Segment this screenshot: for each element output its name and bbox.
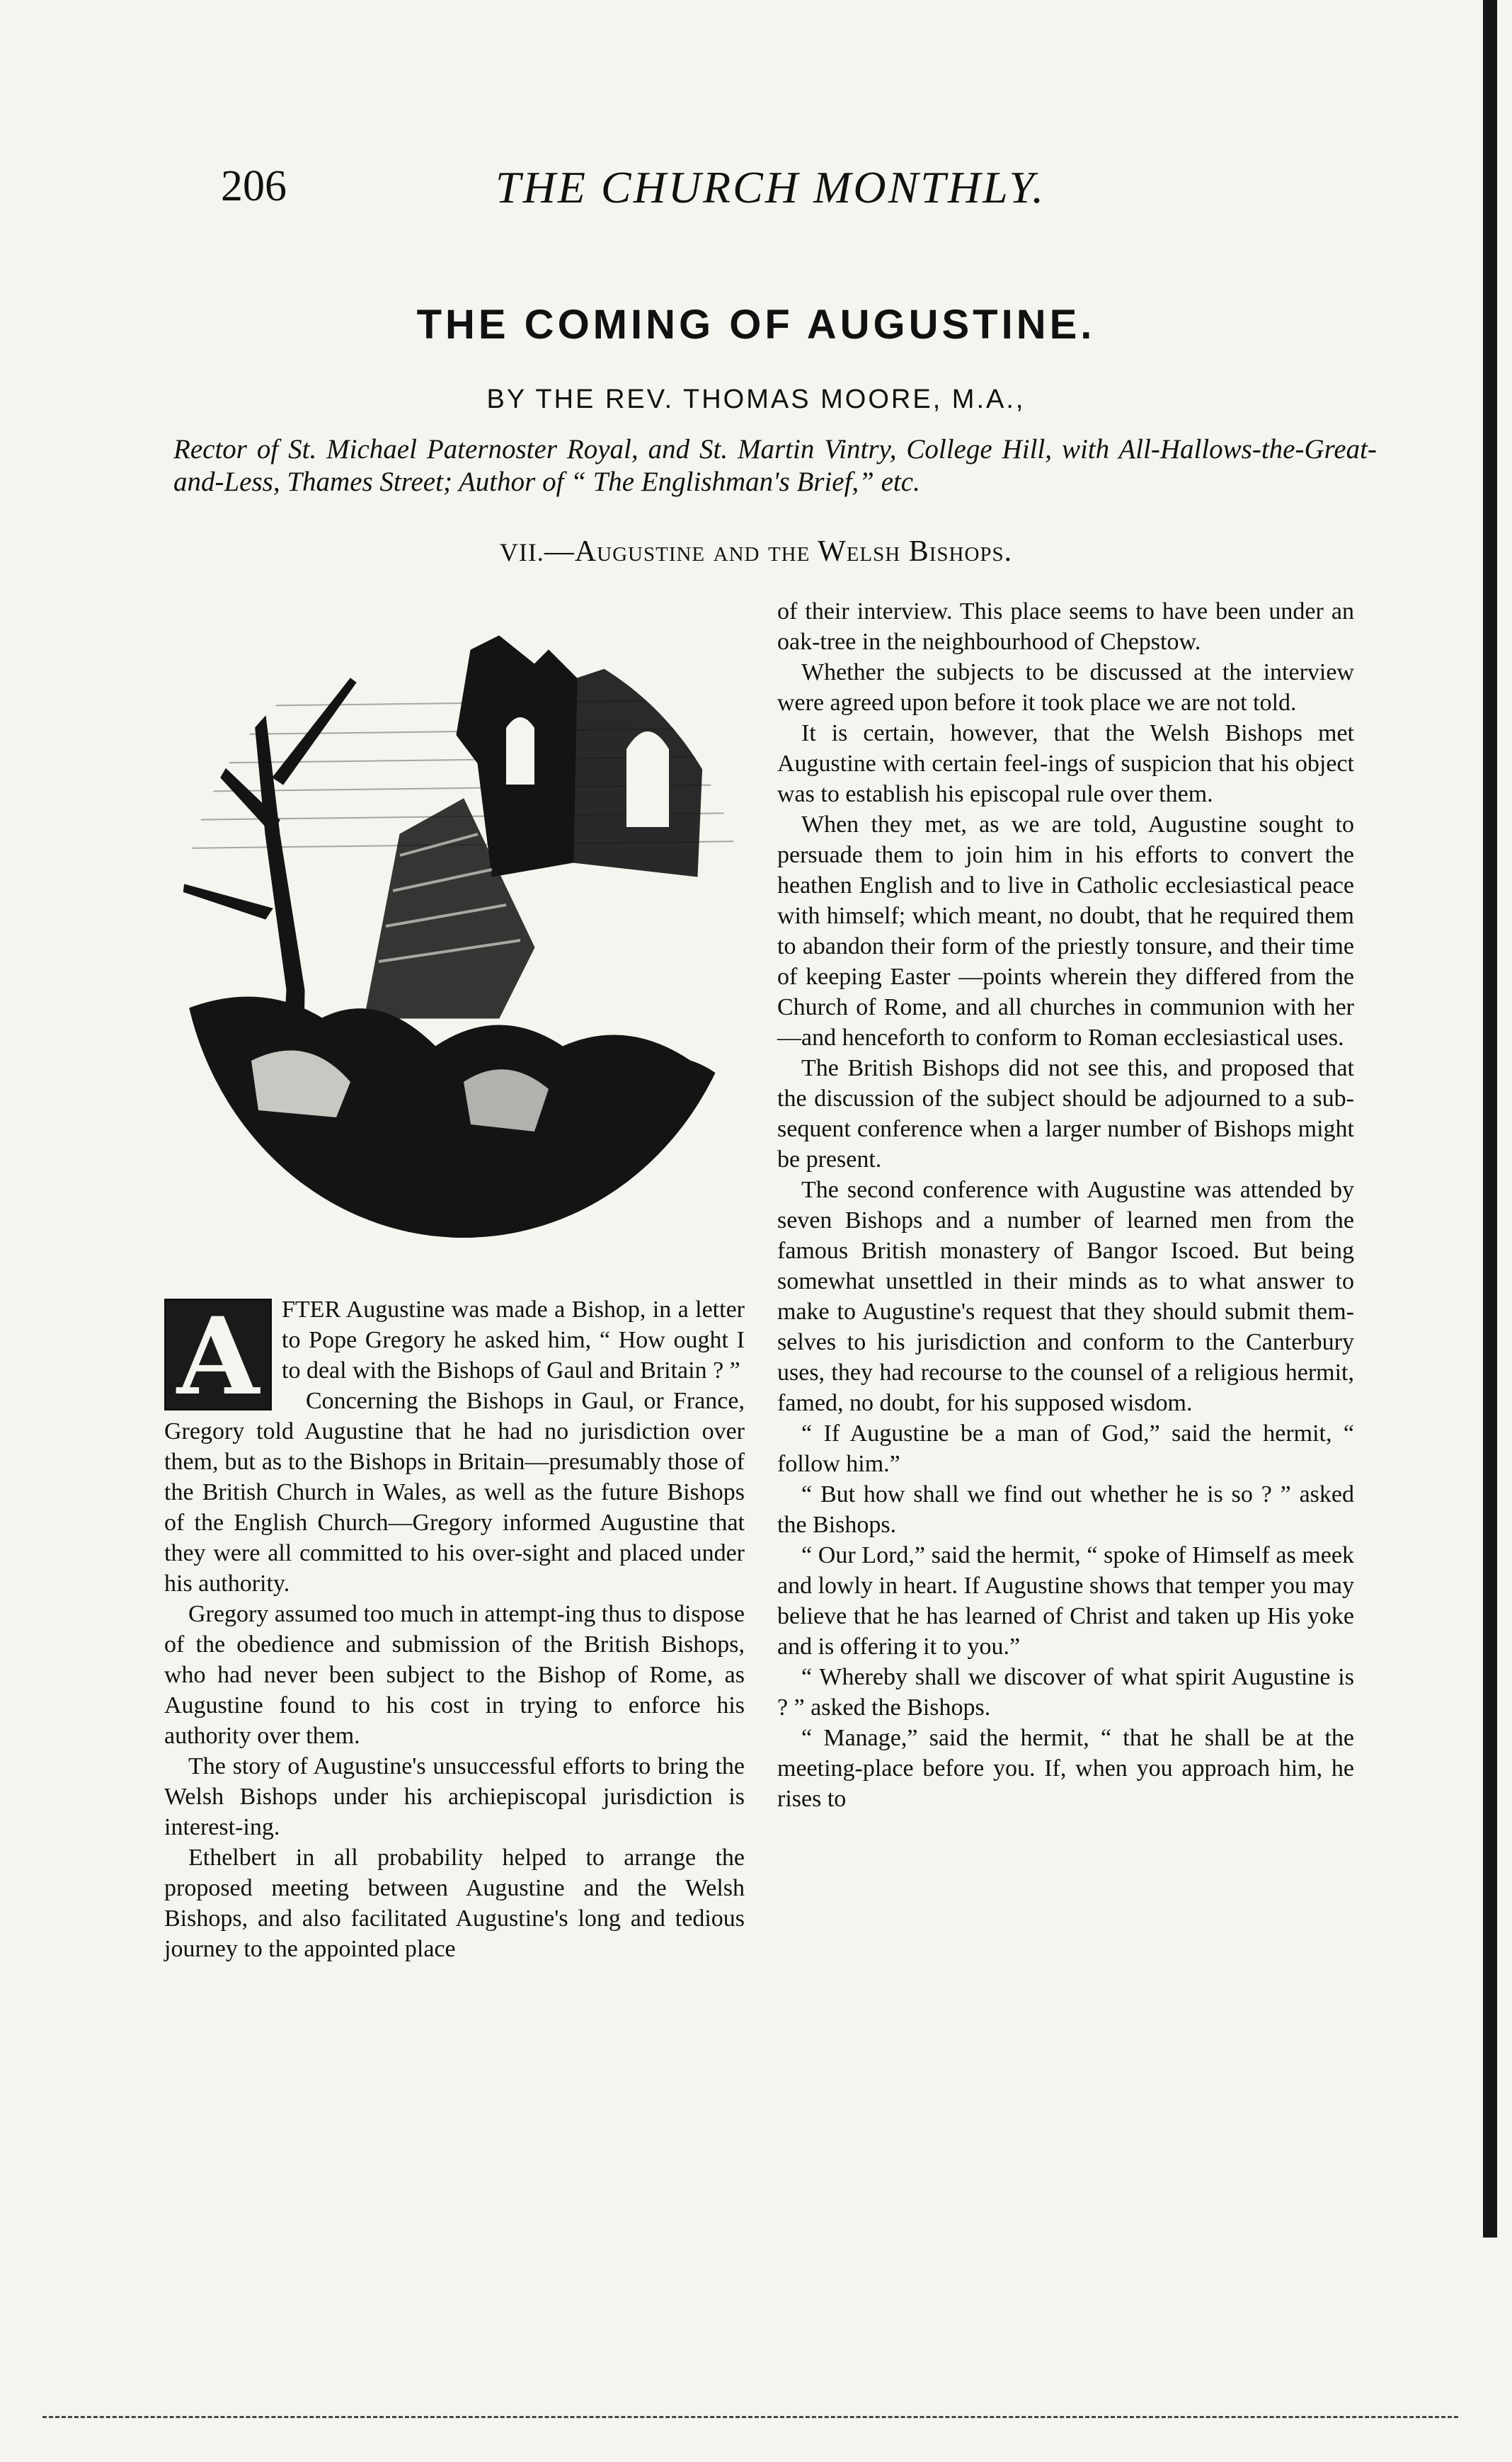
paragraph: Gregory assumed too much in attempt-ing thus to dispose of the obedience and submission of the British Bishops, who had never been subject to the Bishop of Rome, as Augustine found to his cost in trying to enforce his authority over them. (164, 1601, 745, 1749)
running-title: THE CHURCH MONTHLY. (496, 162, 1046, 212)
paragraph: The story of Augustine's unsuccessful efforts to bring the Welsh Bishops under his archiepiscopal jurisdiction is interest-ing. (164, 1753, 745, 1840)
paragraph: FTER Augustine was made a Bishop, in a letter to Pope Gregory he asked him, “ How ought I to deal with the Bishops of Gaul and Britain ? ” (282, 1296, 745, 1384)
author-affiliation: Rector of St. Michael Paternoster Royal, and St. Martin Vintry, College Hill, with All-Hallows-the-Great-and-Less, Thames Street; Author of “ The Englishman's Brief,” etc. (173, 434, 1377, 497)
paragraph: “ Our Lord,” said the hermit, “ spoke of Himself as meek and lowly in heart. If Augustine shows that temper you may believe that he has learned of Christ and taken up His yoke and is offering it to you.” (777, 1542, 1354, 1660)
left-column (164, 1294, 745, 1964)
paragraph: The second conference with Augustine was attended by seven Bishops and a number of learned men from the famous British monastery of Bangor Iscoed. But being somewhat unsettled in their minds as to what answer to make to Augustine's request that they should submit them-selves to his jurisdiction and conform to the Canterbury uses, they had recourse to the counsel of a religious hermit, famed, no doubt, for his supposed wisdom. (777, 1177, 1354, 1416)
paragraph: “ Whereby shall we discover of what spirit Augustine is ? ” asked the Bishops. (777, 1664, 1354, 1721)
section-number: VII. (499, 538, 544, 566)
right-column (777, 596, 1354, 1814)
paragraph: “ But how shall we find out whether he is so ? ” asked the Bishops. (777, 1481, 1354, 1538)
abbey-ruins-illustration (166, 622, 747, 1238)
bottom-scan-rule (42, 2416, 1458, 2418)
paragraph: The British Bishops did not see this, and proposed that the discussion of the subject should be adjourned to a sub-sequent conference when a larger number of Bishops might be present. (777, 1055, 1354, 1173)
section-title: —Augustine and the Welsh Bishops. (544, 535, 1013, 568)
author-byline: BY THE REV. THOMAS MOORE, M.A., (486, 384, 1026, 414)
paragraph: It is certain, however, that the Welsh Bishops met Augustine with certain feel-ings of suspicion that his object was to establish his episcopal rule over them. (777, 720, 1354, 807)
paragraph: “ Manage,” said the hermit, “ that he shall be at the meeting-place before you. If, when you approach him, he rises to (777, 1725, 1354, 1812)
paragraph: Ethelbert in all probability helped to arrange the proposed meeting between Augustine and the Welsh Bishops, and also facilitated Augustine's long and tedious journey to the appointed place (164, 1845, 745, 1962)
page-number: 206 (221, 162, 287, 210)
paragraph: When they met, as we are told, Augustine sought to persuade them to join him in his efforts to convert the heathen English and to live in Catholic ecclesiastical peace with himself; which meant, no doubt, that he required them to abandon their form of the priestly tonsure, and their time of keeping Easter —points wherein they differed from the Church of Rome, and all churches in communion with her—and henceforth to conform to Roman ecclesiastical uses. (777, 811, 1354, 1051)
section-heading (0, 535, 1512, 569)
paragraph: Concerning the Bishops in Gaul, or France, Gregory told Augustine that he had no jurisdiction over them, but as to the Bishops in Britain—presumably those of the British Church in Wales, as well as the future Bishops of the English Church—Gregory informed Augustine that they were all committed to his over-sight and placed under his authority. (164, 1388, 745, 1597)
paragraph: Whether the subjects to be discussed at the interview were agreed upon before it took place we are not told. (777, 659, 1354, 716)
paragraph: of their interview. This place seems to have been under an oak-tree in the neighbourhood of Chepstow. (777, 598, 1354, 655)
article-title: THE COMING OF AUGUSTINE. (416, 302, 1096, 348)
paragraph: “ If Augustine be a man of God,” said the hermit, “ follow him.” (777, 1420, 1354, 1477)
page-edge-shadow (1483, 0, 1497, 2238)
drop-cap-initial: A (164, 1299, 272, 1410)
